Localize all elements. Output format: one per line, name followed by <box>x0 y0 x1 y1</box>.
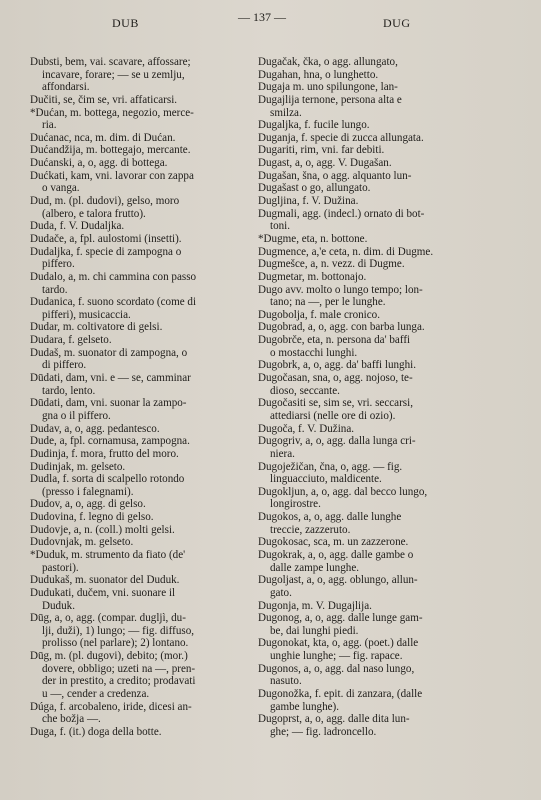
dictionary-line: lji, duži), 1) lungo; — fig. diffuso, <box>42 624 195 637</box>
dictionary-line: Dugobrad, a, o, agg. con barba lunga. <box>258 321 425 334</box>
dictionary-line: Dudaljka, f. specie di zampogna o <box>30 245 182 258</box>
dictionary-line: Dugočasiti se, sim se, vri. seccarsi, <box>258 397 413 410</box>
dictionary-line: Dudinja, f. mora, frutto del moro. <box>30 447 179 460</box>
dictionary-line: Dugast, a, o, agg. V. Dugašan. <box>258 157 392 170</box>
dictionary-line: pastori). <box>42 561 79 574</box>
dictionary-line: o mostacchi lunghi. <box>270 346 358 359</box>
left-column <box>30 56 275 739</box>
dictionary-line: ria. <box>42 119 57 132</box>
dictionary-line: Dugonokat, kta, o, agg. (poet.) dalle <box>258 637 419 650</box>
dictionary-line: Dugaljka, f. fucile lungo. <box>258 119 370 132</box>
dictionary-line: Dugonog, a, o, agg. dalle lunge gam- <box>258 612 423 625</box>
dictionary-line: Dugoježičan, čna, o, agg. — fig. <box>258 460 403 473</box>
dictionary-line: Dugmence, a,'e ceta, n. dim. di Dugme. <box>258 245 434 258</box>
dictionary-line: Dudla, f. sorta di scalpello rotondo <box>30 473 185 486</box>
dictionary-line: Dugokljun, a, o, agg. dal becco lungo, <box>258 485 428 498</box>
dictionary-line: Dudanica, f. suono scordato (come di <box>30 296 197 309</box>
dictionary-line: pifferi), musicaccia. <box>42 308 131 321</box>
dictionary-line: incavare, forare; — se u zemlju, <box>42 68 185 81</box>
dictionary-line: Dudinjak, m. gelseto. <box>30 460 126 473</box>
dictionary-line: Dudovje, a, n. (coll.) molti gelsi. <box>30 523 175 536</box>
page-header <box>0 10 541 32</box>
dictionary-line: Dudara, f. gelseto. <box>30 334 112 347</box>
dictionary-line: linguacciuto, maldicente. <box>270 473 382 486</box>
dictionary-line: piffero. <box>42 258 75 271</box>
dictionary-line: Dugajlija ternone, persona alta e <box>258 93 402 106</box>
dictionary-line: gambe lunghe). <box>270 700 340 713</box>
dictionary-line: Dudar, m. coltivatore di gelsi. <box>30 321 163 334</box>
dictionary-line: Duga, f. (it.) doga della botte. <box>30 725 162 738</box>
dictionary-line: *Duduk, m. strumento da fiato (de' <box>30 548 186 561</box>
dictionary-line: ghe; — fig. ladroncello. <box>270 725 377 738</box>
dictionary-line: Dućandžija, m. bottegajo, mercante. <box>30 144 191 157</box>
dictionary-line: prolisso (nel parlare); 2) lontano. <box>42 637 189 650</box>
dictionary-line: (presso i falegnami). <box>42 485 134 498</box>
dictionary-line: Dubsti, bem, vai. scavare, affossare; <box>30 56 191 68</box>
dictionary-line: Dudukaš, m. suonator del Duduk. <box>30 574 180 587</box>
dictionary-line: u —, cender a credenza. <box>42 688 150 701</box>
dictionary-line: tardo, lento. <box>42 384 96 397</box>
dictionary-line: attediarsi (nelle ore di ozio). <box>270 409 396 422</box>
dictionary-line: dovere, obbligo; uzeti na —, pren- <box>42 662 196 675</box>
dictionary-line: niera. <box>270 447 295 460</box>
dictionary-line: Dugokrak, a, o, agg. dalle gambe o <box>258 548 414 561</box>
dictionary-line: tardo. <box>42 283 68 296</box>
dictionary-line: Dugmali, agg. (indecl.) ornato di bot- <box>258 207 425 220</box>
dictionary-line: Dudukati, dučem, vni. suonare il <box>30 586 176 599</box>
dictionary-line: Dúga, f. arcobaleno, iride, dicesi an- <box>30 700 192 713</box>
dictionary-line: be, dai lunghi piedi. <box>270 624 359 637</box>
dictionary-line: *Dućan, m. bottega, negozio, merce- <box>30 106 194 119</box>
dictionary-line: Dūdati, dam, vni. suonar la zampo- <box>30 397 187 410</box>
dictionary-line: Dugobolja, f. male cronico. <box>258 308 380 321</box>
dictionary-line: Dudav, a, o, agg. pedantesco. <box>30 422 160 435</box>
dictionary-line: che božja —. <box>42 713 101 726</box>
dictionary-line: Dudače, a, fpl. aulostomi (insetti). <box>30 232 182 245</box>
dictionary-line: Dūg, a, o, agg. (compar. dugljì, du- <box>30 612 186 625</box>
dictionary-line: Dugljina, f. V. Dužina. <box>258 195 359 208</box>
dictionary-line: Dud, m. (pl. dudovi), gelso, moro <box>30 195 180 208</box>
dictionary-line: affondarsi. <box>42 81 90 94</box>
dictionary-line: Dugočasan, sna, o, agg. nojoso, te- <box>258 372 413 385</box>
dictionary-line: Dudovina, f. legno di gelso. <box>30 511 154 524</box>
dictionary-line: o vanga. <box>42 182 80 195</box>
dictionary-line: Dugobrče, eta, n. persona da' baffi <box>258 334 411 347</box>
dictionary-line: treccie, zazzeruto. <box>270 523 351 536</box>
dictionary-line: gato. <box>270 586 292 599</box>
dictionary-line: Dugokos, a, o, agg. dalle lunghe <box>258 511 402 524</box>
dictionary-line: Dućanac, nca, m. dim. di Dućan. <box>30 131 176 144</box>
dictionary-line: nasuto. <box>270 675 302 688</box>
dictionary-line: Dugaja m. uno spilungone, lan- <box>258 81 398 94</box>
dictionary-line: Dugašast o go, allungato. <box>258 182 371 195</box>
dictionary-line: Dugonja, m. V. Dugajlija. <box>258 599 372 612</box>
dictionary-line: (albero, e talora frutto). <box>42 207 146 220</box>
page-number: — 137 — <box>238 10 286 24</box>
dictionary-line: Dudaš, m. suonator di zampogna, o <box>30 346 188 359</box>
dictionary-line: Dugašan, šna, o agg. alquanto lun- <box>258 169 412 182</box>
dictionary-line: dalle zampe lunghe. <box>270 561 360 574</box>
dictionary-line: Dūg, m. (pl. dugovi), debito; (mor.) <box>30 650 188 663</box>
dictionary-line: Dudov, a, o, agg. di gelso. <box>30 498 146 511</box>
dictionary-line: Dugokosac, sca, m. un zazzerone. <box>258 536 409 549</box>
dictionary-line: Dugmetar, m. bottonajo. <box>258 270 367 283</box>
dictionary-line: Dudalo, a, m. chi cammina con passo <box>30 270 197 283</box>
dictionary-line: Dugačak, čka, o agg. allungato, <box>258 56 398 68</box>
dictionary-line: der in prestito, a credito; prodavati <box>42 675 196 688</box>
dictionary-line: Dućanski, a, o, agg. di bottega. <box>30 157 168 170</box>
dictionary-line: Duduk. <box>42 599 75 612</box>
dictionary-line: tano; na —, per le lunghe. <box>270 296 386 309</box>
dictionary-line: Dugonožka, f. epit. di zanzara, (dalle <box>258 688 423 701</box>
dictionary-line: di piffero. <box>42 359 87 372</box>
dictionary-line: Dugoljast, a, o, agg. oblungo, allun- <box>258 574 418 587</box>
dictionary-line: Duganja, f. specie di zucca allungata. <box>258 131 424 144</box>
dictionary-line: unghie lunghe; — fig. rapace. <box>270 650 403 663</box>
dictionary-line: Duda, f. V. Dudaljka. <box>30 220 125 233</box>
header-left-guide-word: DUB <box>112 16 139 30</box>
dictionary-line: Dugoprst, a, o, agg. dalle dita lun- <box>258 713 410 726</box>
header-right-guide-word: DUG <box>383 16 411 30</box>
dictionary-line: Dugmešce, a, n. vezz. di Dugme. <box>258 258 405 271</box>
dictionary-line: toni. <box>270 220 291 233</box>
dictionary-line: longirostre. <box>270 498 321 511</box>
dictionary-line: gna o il piffero. <box>42 409 111 422</box>
dictionary-line: Dugobrk, a, o, agg. da' baffi lunghi. <box>258 359 416 372</box>
dictionary-line: smilza. <box>270 106 302 119</box>
dictionary-line: Dugonos, a, o, agg. dal naso lungo, <box>258 662 415 675</box>
dictionary-line: Dugoča, f. V. Dužina. <box>258 422 355 435</box>
dictionary-line: Dugahan, hna, o lunghetto. <box>258 68 379 81</box>
right-column <box>258 56 505 739</box>
dictionary-line: Dudovnjak, m. gelseto. <box>30 536 134 549</box>
dictionary-line: Dućkati, kam, vni. lavorar con zappa <box>30 169 194 182</box>
dictionary-line: Dučiti, se, čim se, vri. affaticarsi. <box>30 93 178 106</box>
dictionary-line: Dugariti, rim, vni. far debiti. <box>258 144 385 157</box>
dictionary-line: *Dugme, eta, n. bottone. <box>258 232 368 245</box>
dictionary-line: Dūdati, dam, vni. e — se, camminar <box>30 372 191 385</box>
dictionary-line: Dugo avv. molto o lungo tempo; lon- <box>258 283 423 296</box>
dictionary-line: dioso, seccante. <box>270 384 340 397</box>
dictionary-line: Dude, a, fpl. cornamusa, zampogna. <box>30 435 190 448</box>
dictionary-line: Dugogriv, a, o, agg. dalla lunga cri- <box>258 435 416 448</box>
